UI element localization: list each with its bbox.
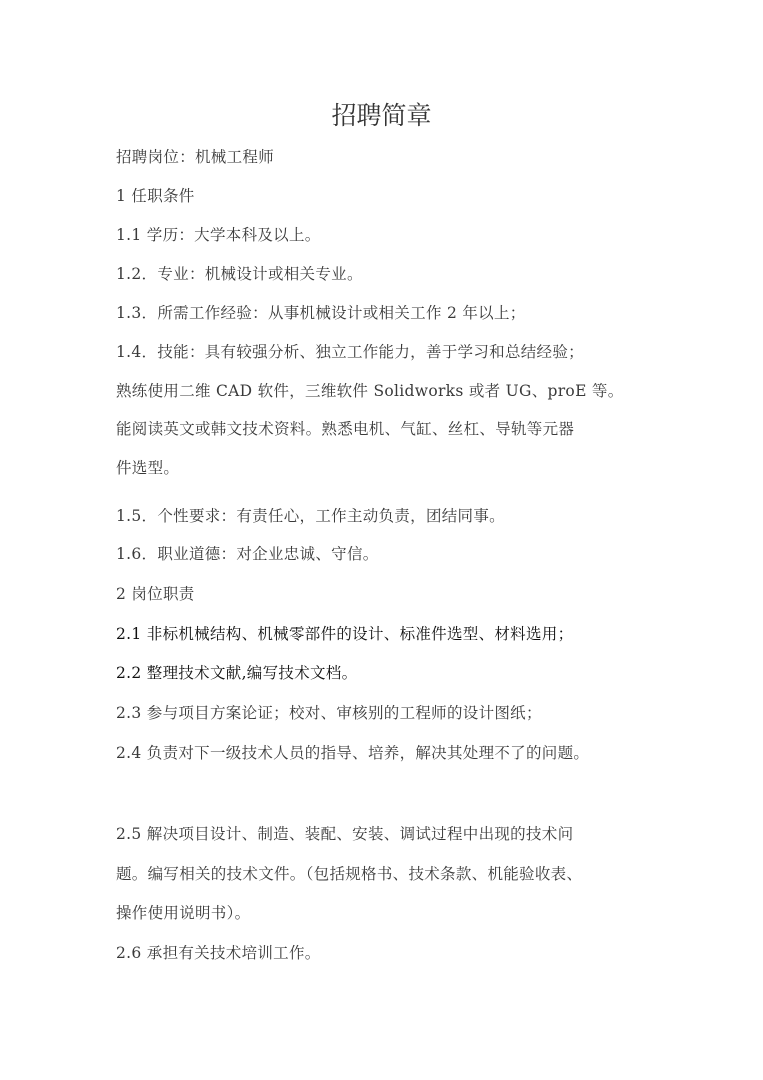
- duty-item: 2.5 解决项目设计、制造、装配、安装、调试过程中出现的技术问: [116, 825, 574, 843]
- duty-item: 2.4 负责对下一级技术人员的指导、培养，解决其处理不了的问题。: [116, 744, 590, 762]
- requirement-item-continued: 件选型。: [116, 459, 180, 477]
- document-title: 招聘简章: [331, 101, 432, 130]
- requirement-item: 1.2．专业：机械设计或相关专业。: [116, 265, 363, 283]
- requirement-item: 1.6．职业道德：对企业忠诚、守信。: [116, 545, 379, 563]
- section-heading: 1 任职条件: [116, 187, 195, 205]
- duty-item-continued: 题。编写相关的技术文件。（包括规格书、技术条款、机能验收表、: [116, 865, 583, 883]
- requirement-item-continued: 能阅读英文或韩文技术资料。熟悉电机、气缸、丝杠、导轨等元器: [116, 420, 575, 438]
- section-heading: 2 岗位职责: [116, 585, 195, 603]
- duty-item: 2.1 非标机械结构、机械零部件的设计、标准件选型、材料选用；: [116, 625, 574, 643]
- requirement-item: 1.3．所需工作经验：从事机械设计或相关工作 2 年以上；: [116, 304, 526, 322]
- duty-item-continued: 操作使用说明书）。: [116, 904, 251, 922]
- requirement-item: 1.5．个性要求：有责任心，工作主动负责，团结同事。: [116, 507, 505, 525]
- requirement-item-continued: 熟练使用二维 CAD 软件，三维软件 Solidworks 或者 UG、proE 等。: [116, 382, 624, 400]
- duty-item: 2.2 整理技术文献,编写技术文档。: [116, 664, 358, 682]
- duty-item: 2.6 承担有关技术培训工作。: [116, 944, 321, 962]
- requirement-item: 1.4．技能：具有较强分析、独立工作能力，善于学习和总结经验；: [116, 343, 584, 361]
- requirement-item: 1.1 学历：大学本科及以上。: [116, 226, 321, 244]
- position-line: 招聘岗位：机械工程师: [116, 148, 275, 166]
- duty-item: 2.3 参与项目方案论证；校对、审核别的工程师的设计图纸；: [116, 704, 542, 722]
